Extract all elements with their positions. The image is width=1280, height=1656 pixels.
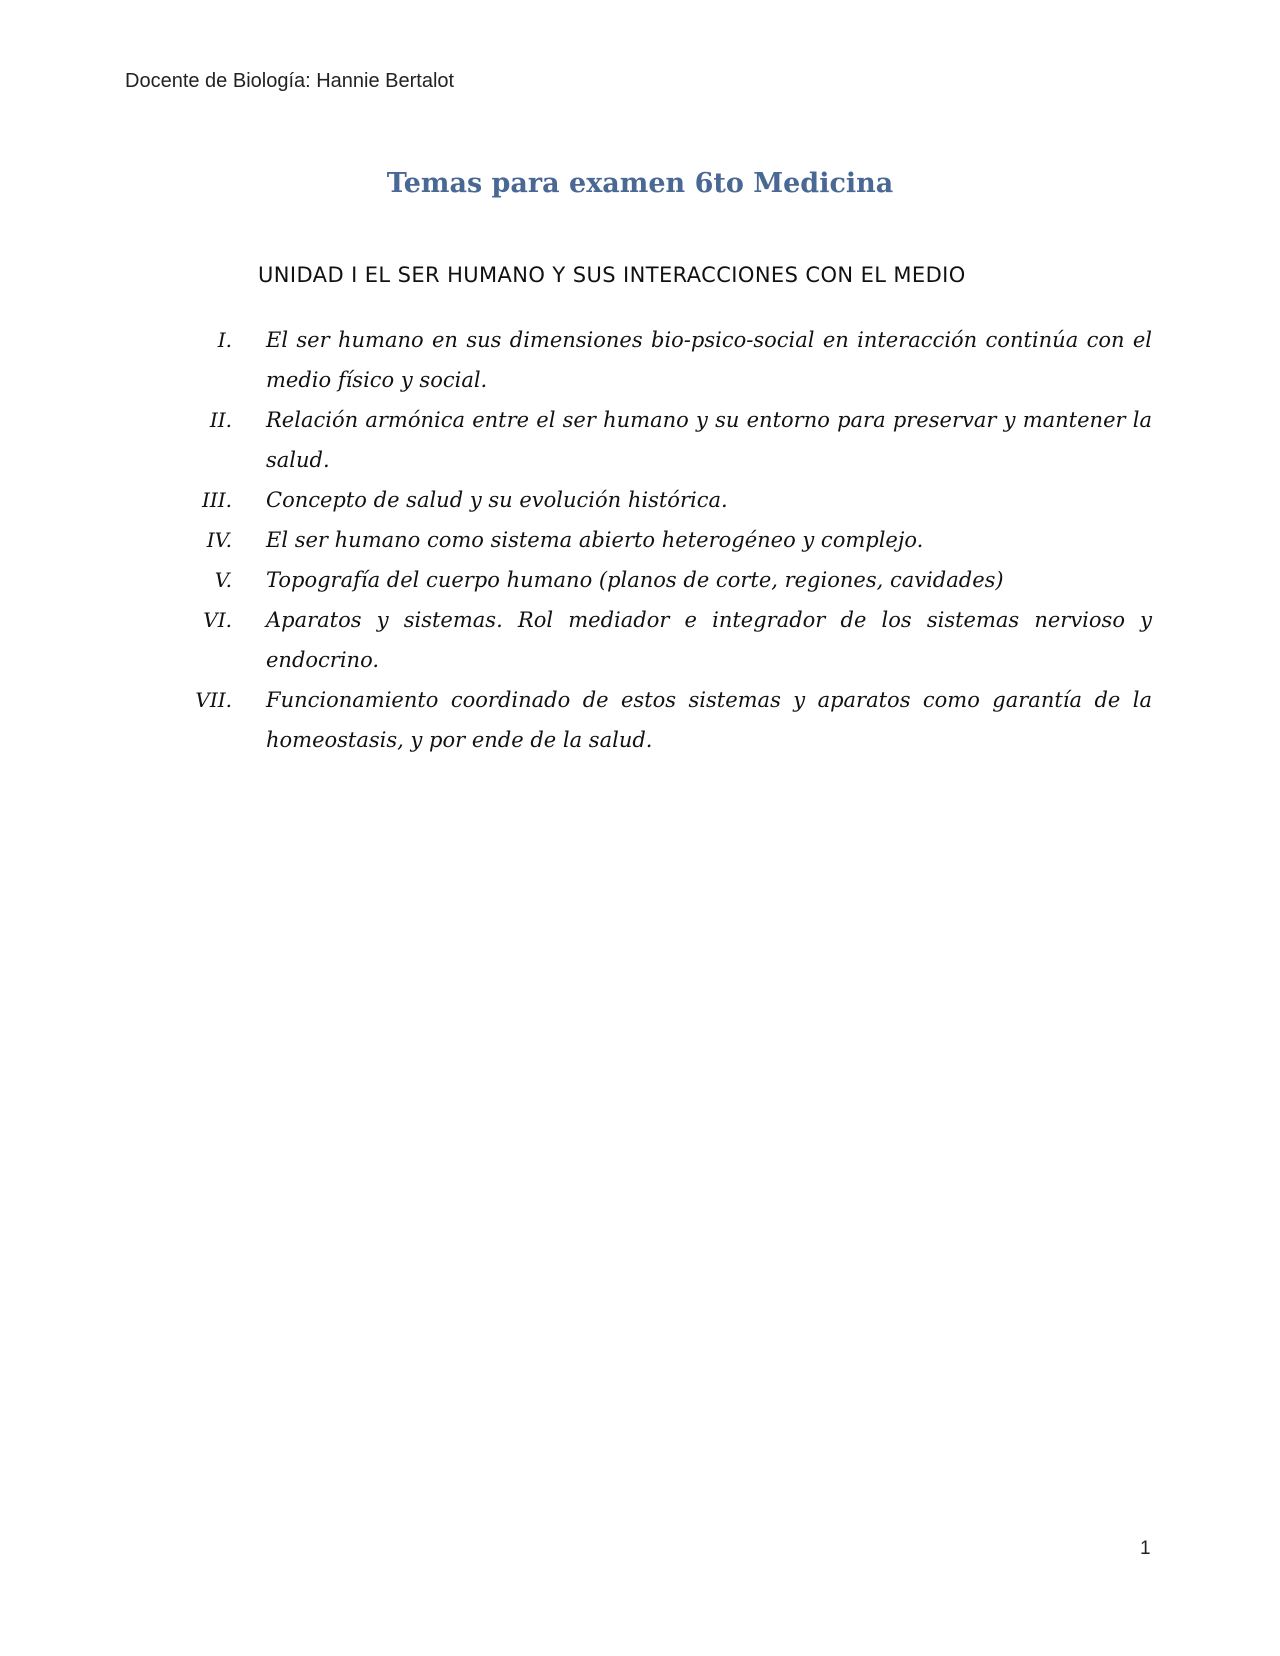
list-item-text: Relación armónica entre el ser humano y su entorno para preservar y mantener la salud.: [266, 408, 1152, 472]
list-numeral: VI.: [203, 608, 232, 632]
list-numeral: V.: [214, 568, 232, 592]
list-numeral: VII.: [195, 688, 232, 712]
page-header: Docente de Biología: Hannie Bertalot: [125, 70, 455, 92]
list-item: [190, 320, 1152, 400]
list-item-text: Concepto de salud y su evolución histórica.: [266, 488, 728, 512]
list-numeral: II.: [209, 408, 232, 432]
list-item: [190, 400, 1152, 480]
list-item-text: El ser humano como sistema abierto heterogéneo y complejo.: [266, 528, 924, 552]
list-item-text: Topografía del cuerpo humano (planos de corte, regiones, cavidades): [266, 568, 1004, 592]
list-item: [190, 560, 1152, 600]
list-item: [190, 600, 1152, 680]
topic-list: [190, 320, 1152, 760]
list-numeral: III.: [201, 488, 232, 512]
page-number: 1: [1140, 1538, 1151, 1559]
unit-heading: UNIDAD I EL SER HUMANO Y SUS INTERACCIONES CON EL MEDIO: [258, 263, 966, 287]
list-item: [190, 520, 1152, 560]
list-numeral: I.: [217, 328, 232, 352]
list-item-text: El ser humano en sus dimensiones bio-psico-social en interacción continúa con el medio físico y social.: [266, 328, 1152, 392]
list-item: [190, 480, 1152, 520]
list-numeral: IV.: [206, 528, 232, 552]
list-item-text: Funcionamiento coordinado de estos sistemas y aparatos como garantía de la homeostasis, y por ende de la salud.: [266, 688, 1152, 752]
list-item-text: Aparatos y sistemas. Rol mediador e integrador de los sistemas nervioso y endocrino.: [266, 608, 1152, 672]
page-title: Temas para examen 6to Medicina: [386, 168, 894, 199]
list-item: [190, 680, 1152, 760]
